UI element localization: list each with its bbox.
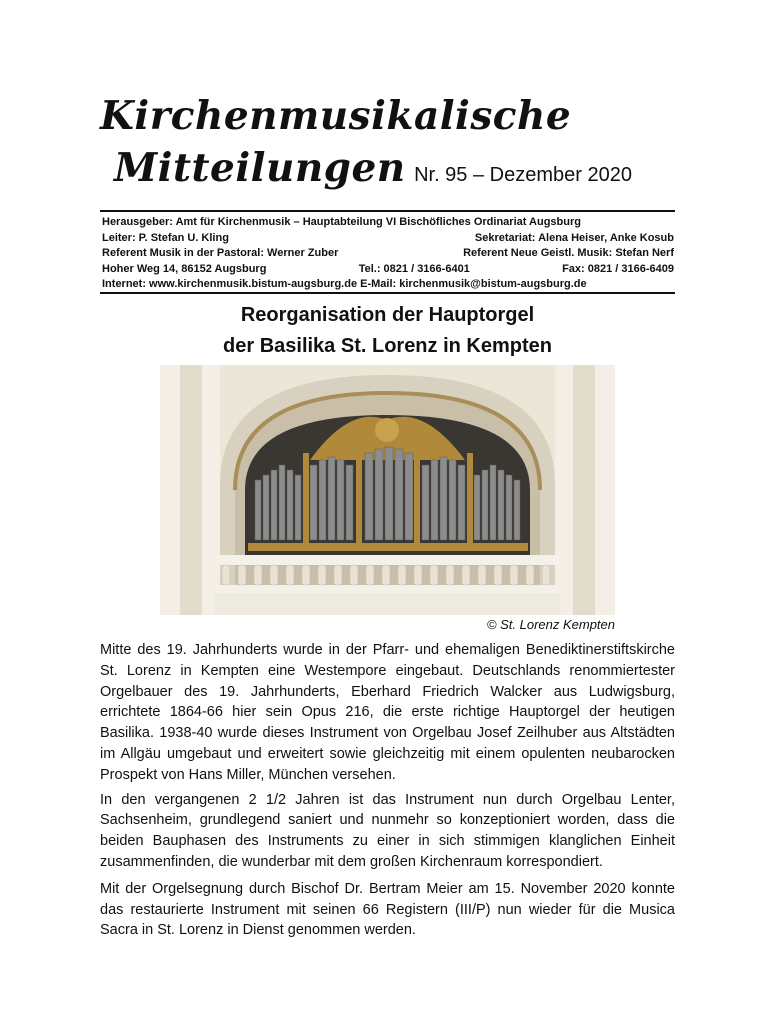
article-headline — [100, 300, 675, 362]
organ-illustration — [160, 365, 615, 615]
article-paragraph-3: Mit der Orgelsegnung durch Bischof Dr. Bertram Meier am 15. November 2020 konnte das restaurierte Instrument mit seinen 66 Registern (III/P) nun wieder für die Musica Sacra in St. Lorenz in Dienst genommen werden. — [100, 880, 675, 939]
photo-caption: © St. Lorenz Kempten — [486, 617, 615, 632]
secretariat-text: Sekretariat: Alena Heiser, Anke Kosub — [474, 231, 674, 244]
publisher-info — [102, 215, 674, 293]
info-row-referents — [102, 246, 674, 262]
info-row-leader — [102, 231, 674, 247]
publisher-text: Herausgeber: Amt für Kirchenmusik – Hauptabteilung VI Bischöfliches Ordinariat Augsburg — [102, 216, 581, 228]
article-paragraph-1: Mitte des 19. Jahrhunderts wurde in der Pfarr- und ehemaligen Benediktinerstiftskirche St. Lorenz in Kempten eine Westempore eingebaut. Deutschlands renommiertester Orgelbauer des 19. Jahrhunderts, Eberhard Friedrich Walcker aus Ludwigsburg, errichtete 1864-66 hier sein Opus 216, die erste richtige Hauptorgel der heutigen Basilika. 1938-40 wurde dieses Instrument von Orgelbau Josef Zeilhuber aus Altstädten im Allgäu umgebaut und erweitert sowie gleichzeitig mit einem opulenten neubarocken Prospekt von Hans Miller, München versehen. — [100, 642, 675, 783]
newsletter-title-line1: Kirchenmusikalische — [100, 93, 572, 139]
phone-text: Tel.: 0821 / 3166-6401 — [358, 262, 470, 275]
article-paragraph-2: In den vergangenen 2 1/2 Jahren ist das Instrument nun durch Orgelbau Lenter, Sachsenheim, grundlegend saniert und nunmehr so konzeptioniert worden, dass die beiden Bauphasen des Instruments zu einer in sich stimmigen klanglichen Einheit zusammenfinden, die wunderbar mit dem großen Kirchenraum korrespondiert. — [100, 791, 675, 870]
address-text: Hoher Weg 14, 86152 Augsburg — [102, 262, 267, 275]
issue-number: Nr. 95 – Dezember 2020 — [414, 164, 632, 186]
new-music-text: Referent Neue Geistl. Musik: Stefan Nerf — [463, 247, 674, 259]
headline-line1: Reorganisation der Hauptorgel — [240, 304, 535, 326]
info-row-publisher — [102, 215, 674, 231]
fax-text: Fax: 0821 / 3166-6409 — [562, 262, 674, 275]
organ-photo — [160, 365, 615, 615]
leader-text: Leiter: P. Stefan U. Kling — [102, 231, 229, 244]
header-rule-bottom — [100, 292, 675, 294]
internet-text: Internet: www.kirchenmusik.bistum-augsburg.de E-Mail: kirchenmusik@bistum-augsburg.de — [102, 278, 587, 290]
info-row-contact — [102, 262, 674, 278]
newsletter-title-line2-wrap — [100, 144, 680, 201]
pastoral-music-text: Referent Musik in der Pastoral: Werner Zuber — [102, 247, 339, 259]
header-rule-top — [100, 210, 675, 212]
info-row-internet — [102, 277, 674, 293]
article-body — [100, 640, 675, 945]
newsletter-title-line2: Mitteilungen — [114, 145, 406, 191]
headline-line2: der Basilika St. Lorenz in Kempten — [223, 335, 552, 357]
masthead — [100, 92, 680, 201]
